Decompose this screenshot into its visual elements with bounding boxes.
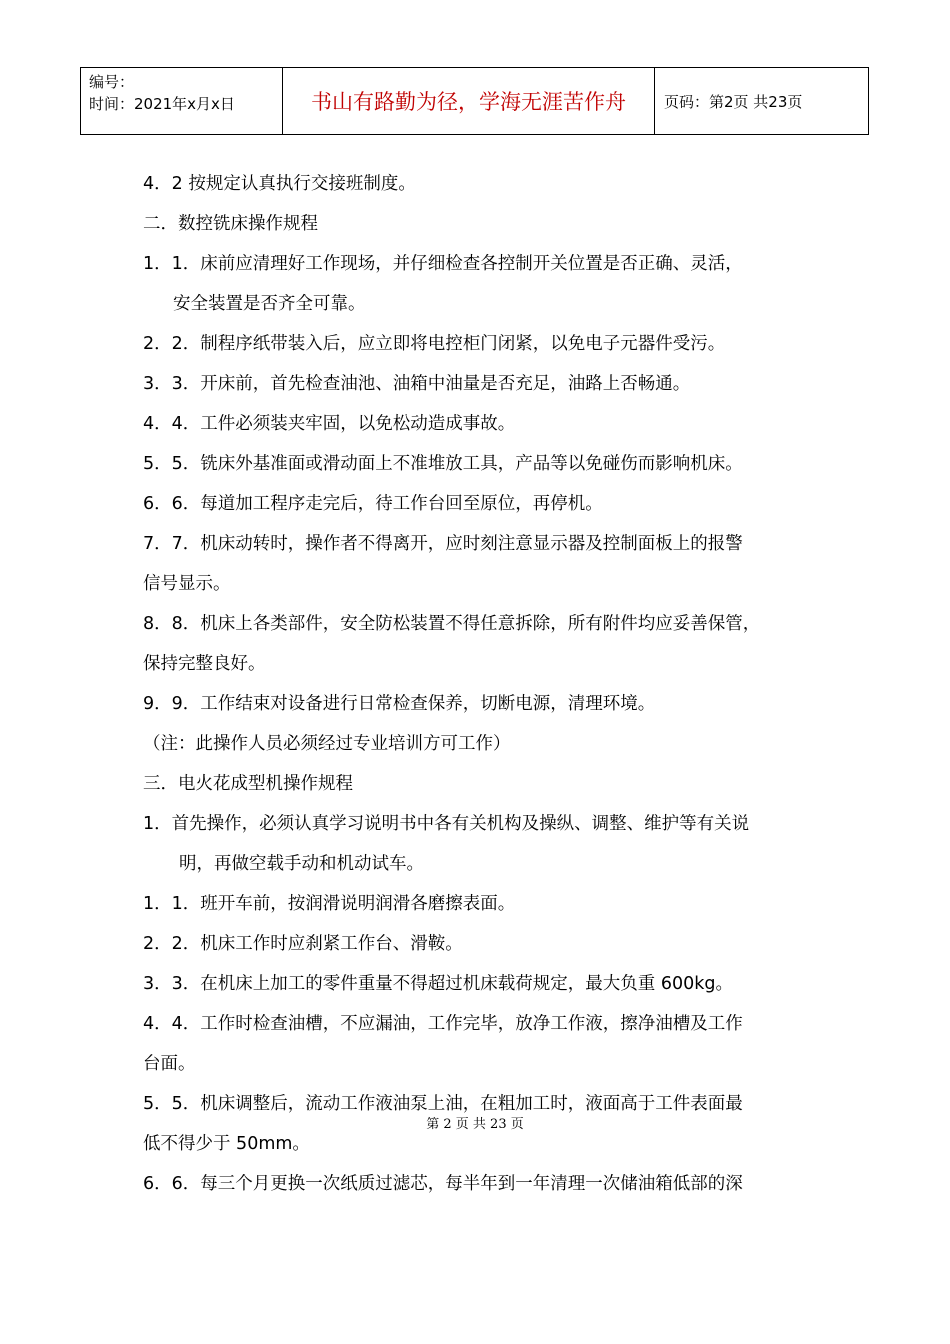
text-line: 台面。 <box>143 1054 196 1074</box>
text-line: 2．2．制程序纸带装入后，应立即将电控柜门闭紧，以免电子元器件受污。 <box>143 334 726 354</box>
text-line: 3．3．在机床上加工的零件重量不得超过机床载荷规定，最大负重 600kg。 <box>143 974 733 994</box>
header-table <box>80 67 869 135</box>
page-footer: 第 2 页 共 23 页 <box>426 1117 524 1132</box>
text-line: 9．9．工作结束对设备进行日常检查保养，切断电源，清理环境。 <box>143 694 656 714</box>
text-line: 4．4．工件必须装夹牢固，以免松动造成事故。 <box>143 414 516 434</box>
text-line: 4．2 按规定认真执行交接班制度。 <box>143 174 416 194</box>
text-line: 保持完整良好。 <box>143 654 266 674</box>
text-line: 1．1．床前应清理好工作现场，并仔细检查各控制开关位置是否正确、灵活， <box>143 254 743 274</box>
section-heading: 二．数控铣床操作规程 <box>143 214 318 234</box>
text-line: 1．1．班开车前，按润滑说明润滑各磨擦表面。 <box>143 894 516 914</box>
text-line: 4．4．工作时检查油槽，不应漏油，工作完毕，放净工作液，擦净油槽及工作 <box>143 1014 743 1034</box>
page-code: 页码：第2页 共23页 <box>664 92 803 111</box>
date-line: 时间：2021年x月x日 <box>89 95 235 113</box>
motto: 书山有路勤为径，学海无涯苦作舟 <box>283 68 655 134</box>
text-line: 3．3．开床前，首先检查油池、油箱中油量是否充足，油路上否畅通。 <box>143 374 691 394</box>
text-line: 明，再做空载手动和机动试车。 <box>179 854 424 874</box>
text-line: 7．7．机床动转时，操作者不得离开，应时刻注意显示器及控制面板上的报警 <box>143 534 743 554</box>
text-line: 5．5．机床调整后，流动工作液油泵上油，在粗加工时，液面高于工件表面最 <box>143 1094 743 1114</box>
text-line: 1．首先操作，必须认真学习说明书中各有关机构及操纵、调整、维护等有关说 <box>143 814 750 834</box>
text-line: 低不得少于 50mm。 <box>143 1134 310 1154</box>
text-line: 安全装置是否齐全可靠。 <box>173 294 366 314</box>
text-line: 8．8．机床上各类部件，安全防松装置不得任意拆除，所有附件均应妥善保管， <box>143 614 761 634</box>
text-line: 6．6．每三个月更换一次纸质过滤芯，每半年到一年清理一次储油箱低部的深 <box>143 1174 743 1194</box>
section-heading: 三．电火花成型机操作规程 <box>143 774 353 794</box>
text-line: 5．5．铣床外基准面或滑动面上不准堆放工具，产品等以免碰伤而影响机床。 <box>143 454 743 474</box>
header-left-cell <box>81 68 283 134</box>
text-line: 信号显示。 <box>143 574 231 594</box>
document-body <box>143 168 833 1208</box>
text-line: 6．6．每道加工程序走完后，待工作台回至原位，再停机。 <box>143 494 603 514</box>
note-line: （注：此操作人员必须经过专业培训方可工作） <box>143 734 511 754</box>
text-line: 2．2．机床工作时应刹紧工作台、滑鞍。 <box>143 934 463 954</box>
number-label: 编号： <box>89 73 135 91</box>
